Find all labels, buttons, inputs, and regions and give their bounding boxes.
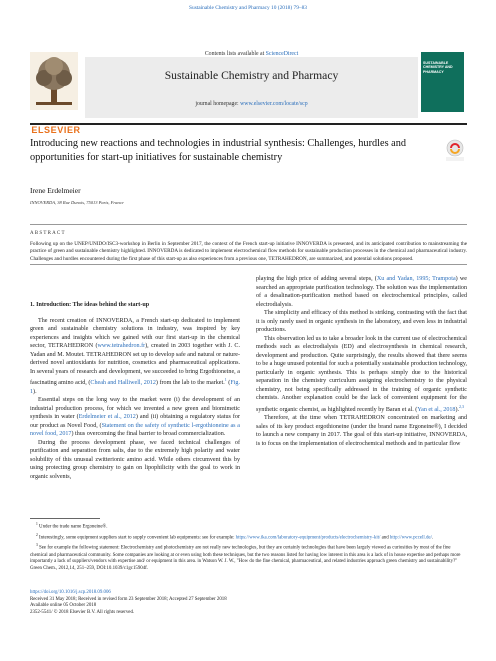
- journal-banner: [85, 57, 418, 118]
- abstract-heading: ABSTRACT: [30, 231, 66, 236]
- footnote-text: .: [431, 535, 434, 541]
- text-run: ) and (ii) obtaining a regulatory status for our product as Novel Food, (: [30, 414, 241, 429]
- footnote-link[interactable]: https://www.ika.com/laboratory-equipment/products/electrochemistry-kit/: [235, 535, 381, 541]
- sciencedirect-link[interactable]: ScienceDirect: [265, 51, 299, 57]
- received-dates: Received 31 May 2018; Received in revised form 23 September 2018; Accepted 27 September 2018: [30, 596, 227, 602]
- homepage-link[interactable]: www.elsevier.com/locate/scp: [240, 101, 308, 107]
- text-run: ), created in 2003 together with J. C. Yadan and M. Moutet. TETRAHEDRON set up to develop safe and natural or nature-derived novel antioxidants for nutrition, cosmetics and pharmaceutical applications. In several years of research and development, we succeeded to bring Ergothioneine, a fascinating amino acid, (: [30, 343, 240, 387]
- text-run: ) from the lab to the market.: [155, 380, 225, 387]
- body-column-left: [30, 301, 240, 481]
- cover-title: SUSTAINABLE CHEMISTRY AND PHARMACY: [423, 61, 453, 74]
- text-run: ) thus overcoming the final barrier to broad commercialization.: [71, 431, 226, 438]
- citation-link[interactable]: Erdelmeier et al., 2012: [78, 414, 136, 421]
- article-title: Introducing new reactions and technologies in industrial synthesis: Challenges, hurdles and opportunities for start-up initiatives for sustainable chemistry: [30, 138, 407, 163]
- journal-homepage: [85, 101, 418, 107]
- running-head: Sustainable Chemistry and Pharmacy 10 (2018) 79–83: [189, 5, 307, 11]
- figure-link[interactable]: Fig. 1: [30, 380, 240, 395]
- body-column-right: [256, 275, 467, 448]
- paragraph: During the process development phase, we faced technical challenges of purification and separation from salts, due to the extremely high polarity and water solubility of this unusual zwitterionic amino acid. While others circumvent this by using protecting group chemistry to gain on lipophilicity with the goal to work in organic solvents,: [30, 439, 240, 480]
- footnote-rule: [30, 518, 100, 519]
- author-affiliation: INNOVERDA, 38 Rue Dunois, 75013 Paris, France: [30, 200, 124, 205]
- footnotes: [30, 521, 467, 573]
- paragraph: [256, 275, 467, 309]
- text-run: The recent creation of INNOVERDA, a French start-up dedicated to implement green and sustainable chemistry solutions in industry, was inspired by key experiences and insights which we gained with our first start-up in the chemical sector, TETRAHEDRON (: [30, 317, 240, 349]
- footnote-text: and: [380, 535, 390, 541]
- available-online: Available online 05 October 2018: [30, 603, 97, 608]
- footnote-1: $^1$ Under the trade name Ergoneine®.: [36, 522, 108, 530]
- abstract-text: Following up on the UNEP/UNIDO/ISC3-workshop in Berlin in September 2017, the context of the French start-up initiative INNOVERDA is presented, and its anticipated contribution to mainstreaming the practice of green and sustainable chemistry highlighted. INNOVERDA is dedicated to implement electrochemical flow methods for sustainable production processes in the chemical and pharmaceutical industry. Challenges and hurdles encountered during the first phase of this start-up as also experiences from a previous one, TETRAHEDRON, are summarized, and potential solutions proposed.: [30, 241, 468, 262]
- paragraph: [30, 317, 240, 397]
- header-divider: [30, 123, 467, 125]
- paragraph: Therefore, at the time when TETRAHEDRON concentrated on marketing and sales of its key product ergothioneine (under the brand name Ergoneine®), I decided to launch a new company in 2017. The goal of this start-up initiative, INNOVERDA, is to focus on the implementation of electrochemical methods and in particular flow: [256, 415, 467, 447]
- citation-link[interactable]: www.tetrahedron.fr: [97, 343, 146, 349]
- text-run: Essential steps on the long way to the market were (i) the development of an industrial production process, for which we invented a new green and biomimetic synthesis in water (: [30, 397, 240, 421]
- footnote-3: $^3$ See for example the following statement: Electrochemistry and photochemistry are not really new technologies, but they are certainly technologies that have been largely viewed as curiosities by most of the fine chemical and pharmaceutical community. Some companies are looking at or even using both these techniques, but the two reasons listed for having low interest in this area is a lack of in house expertise and perhaps more importantly a lack of suppliers/vendors with expertise and/ or equipment in this area. in Watson W. J. W., "How do the fine chemical, pharmaceutical, and related industries approach green chemistry and sustainability?" Green Chem., 2012,14, 251–259, DOI:10.1039/c1gc15904f.: [30, 543, 461, 571]
- contents-prefix: Contents lists available at: [204, 51, 266, 57]
- footnote-text: Interestingly, some equipment suppliers start to supply convenient lab equipments: see for example:: [39, 535, 236, 541]
- paragraph: The simplicity and efficacy of this method is striking, contrasting with the fact that it is only rarely used in organic synthesis in the laboratory, and even less in industrial productions.: [256, 310, 467, 333]
- text-run: This observation led us to take a broader look in the current use of electrochemical methods such as electrodialysis (ED) and electrosynthesis in chemical research, development and production. Quite surprisingly, the results showed that there seems to be a huge unused potential for such a potentially sustainable production technology, particularly in organic synthesis. This is perhaps simply due to the historical separation in the chemistry curriculum assigning electrochemistry to the physical chemistry, not being specifically addressed in the training of organic synthetic chemists. Another explanation could be the lack of convenient equipment for the synthetic organic chemist, as highlighted recently by Baran et al. (: [256, 335, 467, 413]
- footnote-text: Under the trade name Ergoneine®.: [39, 524, 108, 530]
- article-metadata: [30, 590, 467, 616]
- citation-link[interactable]: Xu and Yadan, 1995; Trampota: [376, 276, 456, 282]
- paragraph: [30, 396, 240, 439]
- author-name: Irene Erdelmeier: [30, 186, 81, 195]
- abstract-top-rule: [30, 224, 467, 225]
- footnote-ref[interactable]: 2,3: [459, 403, 465, 409]
- copyright: 2352-5541/ © 2018 Elsevier B.V. All rights reserved.: [30, 609, 135, 615]
- doi-link[interactable]: https://doi.org/10.1016/j.scp.2018.09.006: [30, 590, 111, 595]
- elsevier-tree-logo-icon[interactable]: [30, 52, 78, 110]
- text-run: ) we searched an appropriate purification technology. The solution was the implementation of a desalination-purification method based on electrochemical principles, called electrodialysis.: [256, 276, 467, 308]
- text-run: (: [226, 380, 231, 387]
- abstract-bottom-rule: [30, 264, 467, 265]
- text-run: ).: [455, 406, 460, 413]
- citation-link[interactable]: Cheah and Halliwell, 2012: [90, 380, 156, 387]
- citation-link[interactable]: Statement on the safety of synthetic l-ergothioneine as a novel food, 2017: [30, 422, 241, 438]
- footnote-link[interactable]: http://www.pccell.de/: [389, 535, 432, 541]
- citation-link[interactable]: Yan et al., 2018: [417, 406, 456, 413]
- paragraph: [256, 335, 467, 415]
- publisher-logo-text: ELSEVIER: [31, 125, 81, 135]
- section-heading: 1. Introduction: The ideas behind the start-up: [30, 302, 150, 308]
- footnote-text: See for example the following statement: Electrochemistry and photochemistry are not really new technologies, but they are certainly technologies that have been largely viewed as curiosities by most of the fine chemical and pharmaceutical community. Some companies are looking at or even using both these techniques, but the two reasons listed for having low interest in this area is a lack of in house expertise and perhaps more importantly a lack of suppliers/vendors with expertise and/ or equipment in this area. in Watson W. J. W., "How do the fine chemical, pharmaceutical, and related industries approach green chemistry and sustainability?" Green Chem., 2012,14, 251–259, DOI:10.1039/c1gc15904f.: [30, 546, 461, 571]
- check-for-updates-icon[interactable]: [443, 138, 467, 162]
- text-run: ).: [33, 388, 37, 395]
- text-run: playing the high price of adding several steps, (: [256, 276, 377, 282]
- footnote-2: $^2$ Interestingly, some equipment suppliers start to supply convenient lab equipments: see for example: https://www.ika.com/laboratory-equipment/products/electrochemistry-kit/ and http://www.pccell.de/.: [36, 532, 434, 541]
- journal-name[interactable]: Sustainable Chemistry and Pharmacy: [164, 69, 339, 82]
- footnote-ref[interactable]: 1: [224, 377, 227, 382]
- homepage-prefix: journal homepage:: [195, 101, 241, 107]
